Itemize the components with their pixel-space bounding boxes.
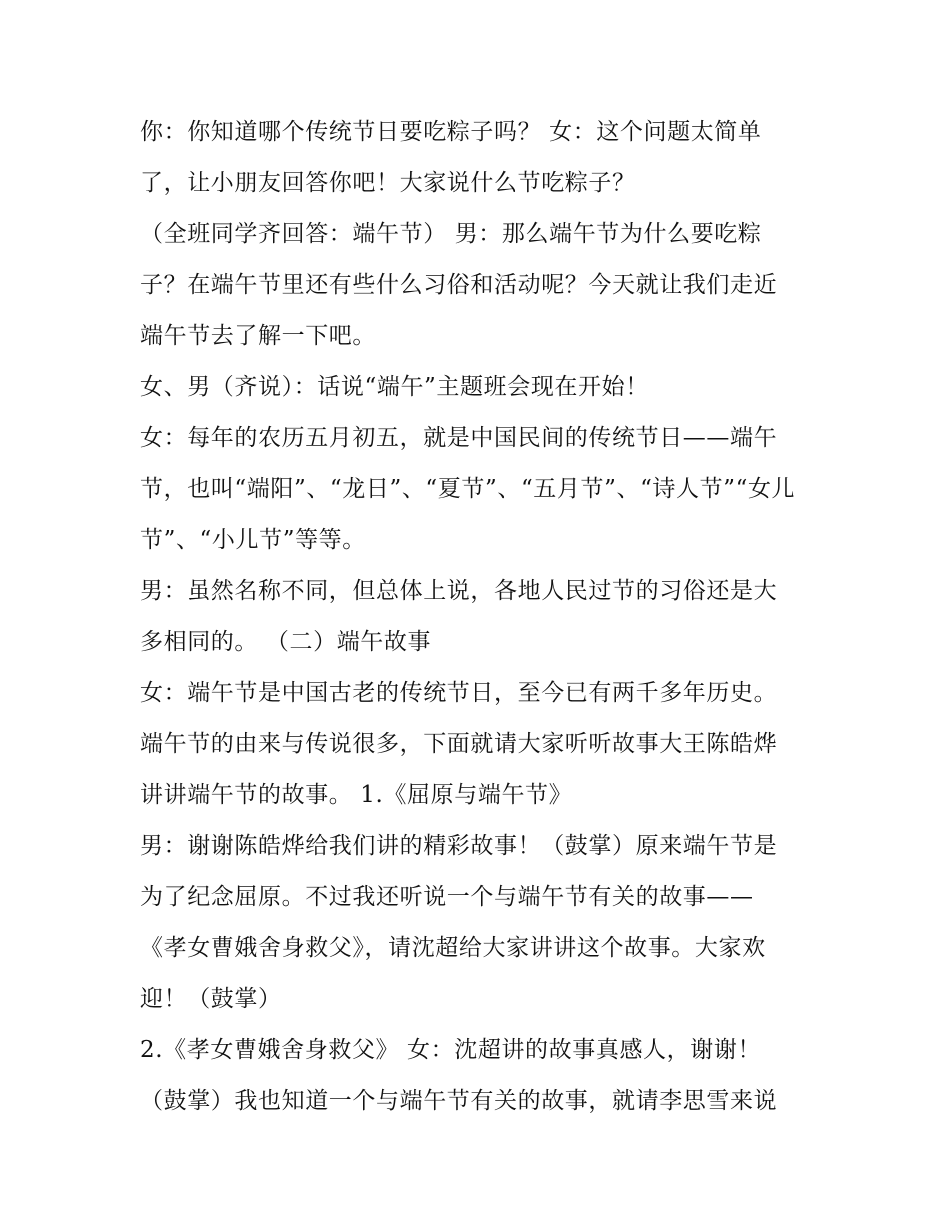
text-line: 《孝女曹娥舍身救父》，请沈超给大家讲讲这个故事。大家欢 [140, 935, 766, 961]
text-line: 节，也叫“端阳”、“龙日”、“夏节”、“五月节”、“诗人节”“女儿 [140, 476, 796, 502]
text-line: 女：端午节是中国古老的传统节日，至今已有两千多年历史。 [140, 680, 778, 706]
text-line: 讲讲端午节的故事。 1.《屈原与端午节》 [140, 782, 573, 808]
text-line: 你：你知道哪个传统节日要吃粽子吗？ 女：这个问题太简单 [140, 119, 762, 145]
text-line: 了，让小朋友回答你吧！大家说什么节吃粽子？ [140, 170, 636, 196]
text-line: 为了纪念屈原。不过我还听说一个与端午节有关的故事—— [140, 884, 754, 910]
text-line: （鼓掌）我也知道一个与端午节有关的故事，就请李思雪来说 [140, 1088, 778, 1114]
text-line: 男：虽然名称不同，但总体上说，各地人民过节的习俗还是大 [140, 578, 778, 604]
text-line: 男：谢谢陈皓烨给我们讲的精彩故事！（鼓掌）原来端午节是 [140, 833, 778, 859]
text-line: 女、男（齐说）：话说“端午”主题班会现在开始！ [140, 374, 649, 400]
text-line: 迎！（鼓掌） [140, 986, 282, 1012]
text-line: 子？在端午节里还有些什么习俗和活动呢？今天就让我们走近 [140, 272, 778, 298]
text-line: 女：每年的农历五月初五，就是中国民间的传统节日——端午 [140, 425, 778, 451]
text-line: （全班同学齐回答：端午节） 男：那么端午节为什么要吃粽 [140, 221, 762, 247]
document-body [140, 107, 820, 1127]
text-line: 端午节去了解一下吧。 [140, 323, 376, 349]
text-line: 端午节的由来与传说很多，下面就请大家听听故事大王陈皓烨 [140, 731, 778, 757]
text-line: 多相同的。 （二）端午故事 [140, 629, 432, 655]
text-line: 2.《孝女曹娥舍身救父》 女：沈超讲的故事真感人，谢谢！ [140, 1037, 762, 1063]
text-line: 节”、“小儿节”等等。 [140, 527, 366, 553]
